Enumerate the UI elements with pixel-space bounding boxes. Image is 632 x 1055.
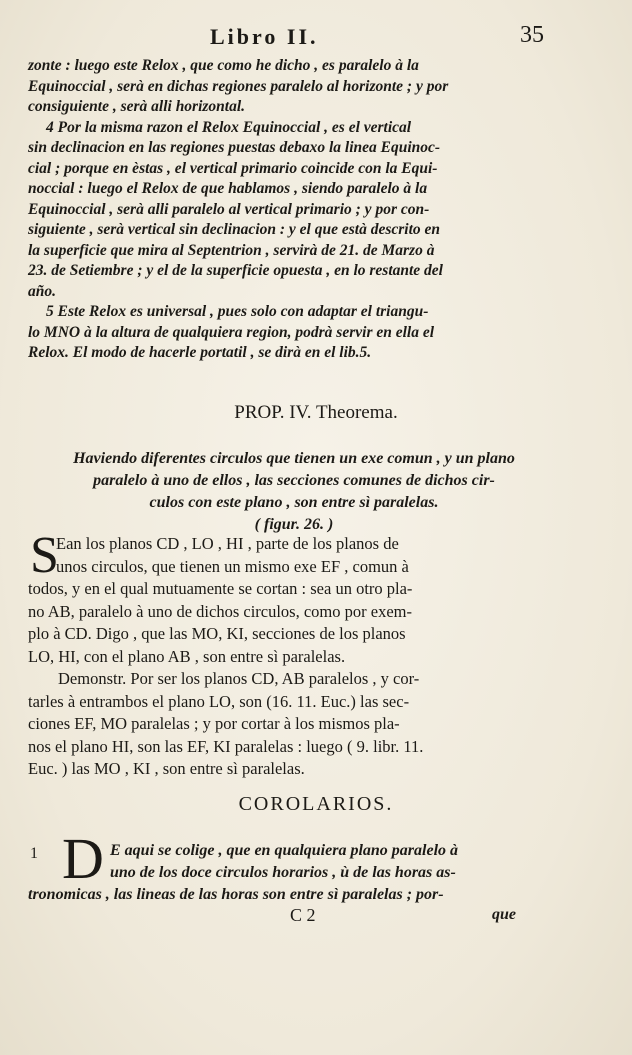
text-line: consiguiente , serà alli horizontal. (28, 98, 246, 115)
signature-mark: C 2 (290, 905, 316, 925)
proof-text (28, 527, 546, 781)
text-line: Euc. ) las MO , KI , son entre sì paralelas. (28, 759, 305, 778)
statement-line: paralelo à uno de ellos , las secciones comunes de dichos cir- (93, 472, 495, 489)
corolarios-heading: COROLARIOS. (238, 793, 394, 815)
figure-reference: ( figur. 26. ) (254, 516, 334, 533)
page-number: 35 (520, 22, 544, 48)
text-line: unos circulos, que tienen un mismo exe EF , comun à (56, 556, 409, 576)
text-line: siguiente , serà vertical sin declinacion : y el que està descrito en (28, 221, 440, 238)
text-line: año. (28, 282, 56, 300)
running-head: Libro II. (210, 24, 319, 49)
paragraphs-3-to-5 (28, 56, 546, 364)
catchword: que (492, 906, 516, 923)
text-line: 4 Por la misma razon el Relox Equinoccial , es el vertical (46, 118, 412, 136)
text-line: cial ; porque en èstas , el vertical primario coincide con la Equi- (28, 159, 438, 177)
text-line: Relox. El modo de hacerle portatil , se dirà en el lib.5. (28, 344, 372, 361)
text-line: todos, y en el qual mutuamente se cortan : sea un otro pla- (28, 579, 413, 598)
text-line: LO, HI, con el plano AB , son entre sì paralelas. (28, 646, 346, 666)
proposition-statement (40, 448, 548, 536)
text-line: 23. de Setiembre ; y el de la superficie opuesta , en lo restante del (28, 262, 443, 279)
text-line: la superficie que mira al Septentrion , servirà de 21. de Marzo à (28, 241, 435, 259)
text-line: lo MNO à la altura de qualquiera region, podrà servir en ella el (28, 323, 435, 341)
proposition-title: PROP. IV. Theorema. (234, 402, 398, 423)
text-line: Equinoccial , serà alli paralelo al vertical primario ; y por con- (28, 200, 430, 218)
statement-line: Haviendo diferentes circulos que tienen un exe comun , y un plano (73, 450, 515, 467)
text-line: Demonstr. Por ser los planos CD, AB paralelos , y cor- (58, 669, 420, 688)
drop-cap-d: D (62, 826, 104, 891)
page-header (0, 22, 632, 52)
text-line: uno de los doce circulos horarios , ù de las horas as- (110, 864, 456, 881)
text-line: tronomicas , las lineas de las horas son entre sì paralelas ; por- (28, 886, 444, 903)
corollary-number: 1 (30, 845, 38, 862)
drop-cap-s: S (30, 527, 59, 584)
text-line: nos el plano HI, son las EF, KI paralelas : luego ( 9. libr. 11. (28, 736, 424, 756)
text-line: no AB, paralelo à uno de dichos circulos, como por exem- (28, 601, 412, 621)
text-line: noccial : luego el Relox de que hablamos , siendo paralelo à la (28, 180, 428, 197)
text-line: 5 Este Relox es universal , pues solo con adaptar el triangu- (46, 303, 429, 320)
text-line: zonte : luego este Relox , que como he dicho , es paralelo à la (28, 57, 419, 74)
text-line: ciones EF, MO paralelas ; y por cortar à los mismos pla- (28, 714, 400, 733)
text-line: sin declinacion en las regiones puestas debaxo la linea Equinoc- (28, 139, 441, 156)
text-line: Equinoccial , serà en dichas regiones paralelo al horizonte ; y por (28, 77, 449, 95)
text-line: Ean los planos CD , LO , HI , parte de los planos de (56, 534, 399, 553)
text-line: E aqui se colige , que en qualquiera plano paralelo à (110, 842, 459, 859)
text-line: plo à CD. Digo , que las MO, KI, secciones de los planos (28, 624, 406, 643)
text-line: tarles à entrambos el plano LO, son (16. 11. Euc.) las sec- (28, 691, 410, 711)
corollary-text (28, 840, 546, 906)
statement-line: culos con este plano , son entre sì paralelas. (149, 494, 439, 511)
